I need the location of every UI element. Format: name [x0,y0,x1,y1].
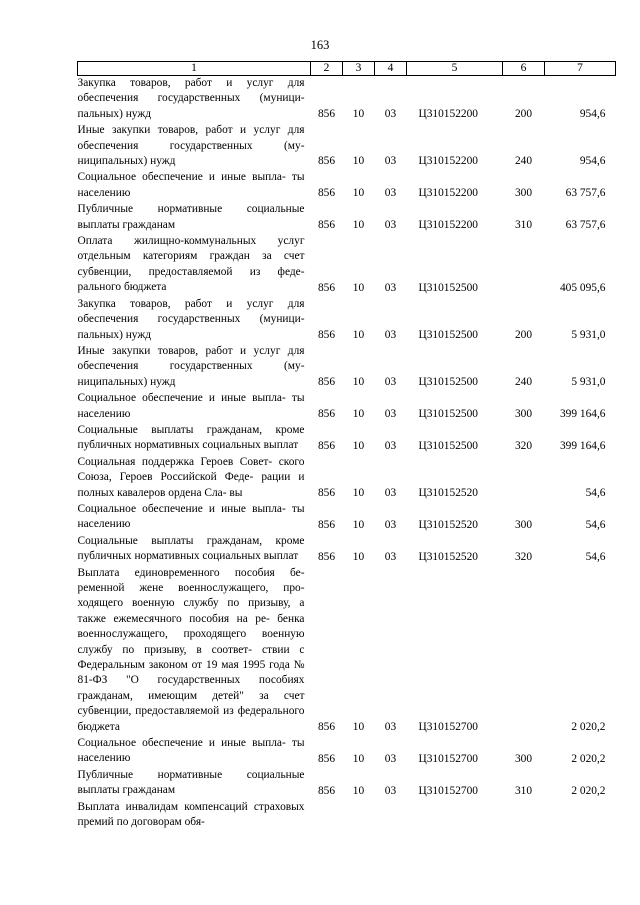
budget-table [77,61,616,832]
row-amount: 2 020,2 [571,752,606,765]
row-expense-type [503,800,545,832]
column-header: 4 [375,62,407,76]
table-row [78,768,616,800]
table-row [78,76,616,124]
row-description: Социальные выплаты гражданам, кроме публичных нормативных социальных выплат [77,423,305,452]
row-amount: 54,6 [585,518,606,531]
row-section-code: 10 [352,376,365,389]
row-subsection-code: 03 [384,281,397,294]
row-description: Социальное обеспечение и иные выпла- ты населению [77,502,305,531]
row-subsection-code: 03 [384,219,397,232]
row-ministry-code: 856 [317,784,336,797]
row-target-article: Ц310152500 [418,328,478,341]
row-description: Публичные нормативные социальные выплаты гражданам [77,768,305,797]
row-ministry-code: 856 [317,486,336,499]
row-description: Закупка товаров, работ и услуг для обеспечения государственных (муници- пальных) нужд [77,297,305,341]
row-description: Выплата инвалидам компенсаций страховых премий по договорам обя- [77,800,305,829]
row-ministry-code: 856 [317,328,336,341]
row-ministry-code [311,800,343,832]
row-section-code: 10 [352,155,365,168]
row-target-article: Ц310152700 [418,752,478,765]
row-ministry-code: 856 [317,439,336,452]
row-subsection-code: 03 [384,187,397,200]
row-amount: 954,6 [579,108,606,121]
row-section-code: 10 [352,219,365,232]
column-header: 5 [407,62,503,76]
table-row [78,502,616,534]
row-section-code: 10 [352,187,365,200]
row-subsection-code: 03 [384,752,397,765]
row-expense-type [503,234,545,297]
row-expense-type: 310 [514,784,533,797]
row-target-article: Ц310152200 [418,155,478,168]
row-ministry-code: 856 [317,108,336,121]
row-subsection-code: 03 [384,721,397,734]
table-header-row [78,62,616,76]
row-description: Социальные выплаты гражданам, кроме публичных нормативных социальных выплат [77,534,305,563]
row-ministry-code: 856 [317,281,336,294]
row-subsection-code: 03 [384,784,397,797]
table-row [78,297,616,344]
column-header: 6 [503,62,545,76]
row-subsection-code: 03 [384,550,397,563]
row-expense-type: 300 [514,187,533,200]
row-amount: 54,6 [585,550,606,563]
row-description: Социальное обеспечение и иные выпла- ты населению [77,171,305,199]
table-row [78,800,616,832]
row-ministry-code: 856 [317,721,336,734]
row-expense-type: 240 [514,155,533,168]
row-amount: 405 095,6 [559,281,606,294]
row-subsection-code: 03 [384,108,397,121]
row-ministry-code: 856 [317,550,336,563]
table-body [78,76,616,832]
row-description: Иные закупки товаров, работ и услуг для обеспечения государственных (му- ниципальных) нужд [77,344,305,388]
row-amount: 2 020,2 [571,721,606,734]
row-amount: 54,6 [585,486,606,499]
row-section-code: 10 [352,281,365,294]
row-section-code: 10 [352,486,365,499]
row-description: Социальная поддержка Героев Совет- ского Союза, Героев Российской Феде- рации и полных кавалеров ордена Сла- вы [77,455,305,499]
row-subsection-code: 03 [384,486,397,499]
row-ministry-code: 856 [317,155,336,168]
row-subsection-code: 03 [384,328,397,341]
row-description: Иные закупки товаров, работ и услуг для обеспечения государственных (му- ниципальных) нужд [77,124,305,168]
row-target-article: Ц310152520 [418,486,478,499]
row-ministry-code: 856 [317,752,336,765]
row-description: Выплата единовременного пособия бе- ременной жене военнослужащего, про- ходящего военную службу по призыву, а также ежемесячного пособия на ре- бенка военнослужащего, проходящего военную службу по призыву, в соответ- ствии с Федеральным законом от 19 мая 1995 года № 81-ФЗ "О государственных пособиях гражданам, имеющим детей" за счет субвенции, предоставляемой из федерального бюджета [77,566,305,733]
row-expense-type: 300 [514,518,533,531]
row-target-article: Ц310152520 [418,518,478,531]
row-section-code: 10 [352,518,365,531]
row-amount: 954,6 [579,155,606,168]
row-amount: 5 931,0 [571,328,606,341]
row-description: Публичные нормативные социальные выплаты гражданам [77,203,305,231]
table-row [78,566,616,736]
table-row [78,534,616,566]
row-subsection-code: 03 [384,155,397,168]
column-header: 2 [311,62,343,76]
row-target-article: Ц310152200 [418,108,478,121]
row-amount: 63 757,6 [565,187,606,200]
row-target-article [407,800,503,832]
table-row [78,736,616,768]
row-subsection-code: 03 [384,518,397,531]
row-target-article: Ц310152500 [418,407,478,420]
row-subsection-code: 03 [384,376,397,389]
table-row [78,202,616,234]
row-expense-type: 320 [514,550,533,563]
row-amount: 2 020,2 [571,784,606,797]
row-description: Социальное обеспечение и иные выпла- ты населению [77,392,305,420]
row-target-article: Ц310152520 [418,550,478,563]
row-target-article: Ц310152500 [418,376,478,389]
row-amount [545,800,616,832]
row-description: Закупка товаров, работ и услуг для обеспечения государственных (муници- пальных) нужд [77,77,305,120]
row-target-article: Ц310152200 [418,219,478,232]
row-section-code: 10 [352,721,365,734]
row-description: Оплата жилищно-коммунальных услуг отдельным категориям граждан за счет субвенции, предоставляемой из феде- рального бюджета [77,235,305,294]
row-target-article: Ц310152500 [418,439,478,452]
row-section-code: 10 [352,407,365,420]
row-subsection-code [375,800,407,832]
row-expense-type: 300 [514,752,533,765]
row-amount: 63 757,6 [565,219,606,232]
row-description: Социальное обеспечение и иные выпла- ты населению [77,737,305,765]
page-number: 163 [310,38,330,52]
row-subsection-code: 03 [384,407,397,420]
row-ministry-code: 856 [317,518,336,531]
row-ministry-code: 856 [317,219,336,232]
row-amount: 399 164,6 [559,439,606,452]
row-section-code: 10 [352,784,365,797]
row-subsection-code: 03 [384,439,397,452]
row-amount: 5 931,0 [571,376,606,389]
column-header: 3 [343,62,375,76]
row-ministry-code: 856 [317,407,336,420]
table-row [78,423,616,455]
row-target-article: Ц310152200 [418,187,478,200]
row-expense-type: 200 [514,328,533,341]
row-expense-type: 300 [514,407,533,420]
row-ministry-code: 856 [317,187,336,200]
row-section-code [343,800,375,832]
row-target-article: Ц310152700 [418,784,478,797]
table-row [78,455,616,502]
table-row [78,123,616,170]
column-header: 1 [78,62,311,76]
row-expense-type: 200 [514,108,533,121]
row-section-code: 10 [352,328,365,341]
table-row [78,170,616,202]
row-expense-type [503,566,545,736]
row-expense-type: 320 [514,439,533,452]
column-header: 7 [545,62,616,76]
row-amount: 399 164,6 [559,407,606,420]
row-expense-type [503,455,545,502]
row-section-code: 10 [352,550,365,563]
row-target-article: Ц310152500 [418,281,478,294]
row-section-code: 10 [352,108,365,121]
row-expense-type: 240 [514,376,533,389]
table-row [78,344,616,391]
table-row [78,234,616,297]
row-section-code: 10 [352,439,365,452]
row-section-code: 10 [352,752,365,765]
row-target-article: Ц310152700 [418,721,478,734]
table-row [78,391,616,423]
row-ministry-code: 856 [317,376,336,389]
row-expense-type: 310 [514,219,533,232]
